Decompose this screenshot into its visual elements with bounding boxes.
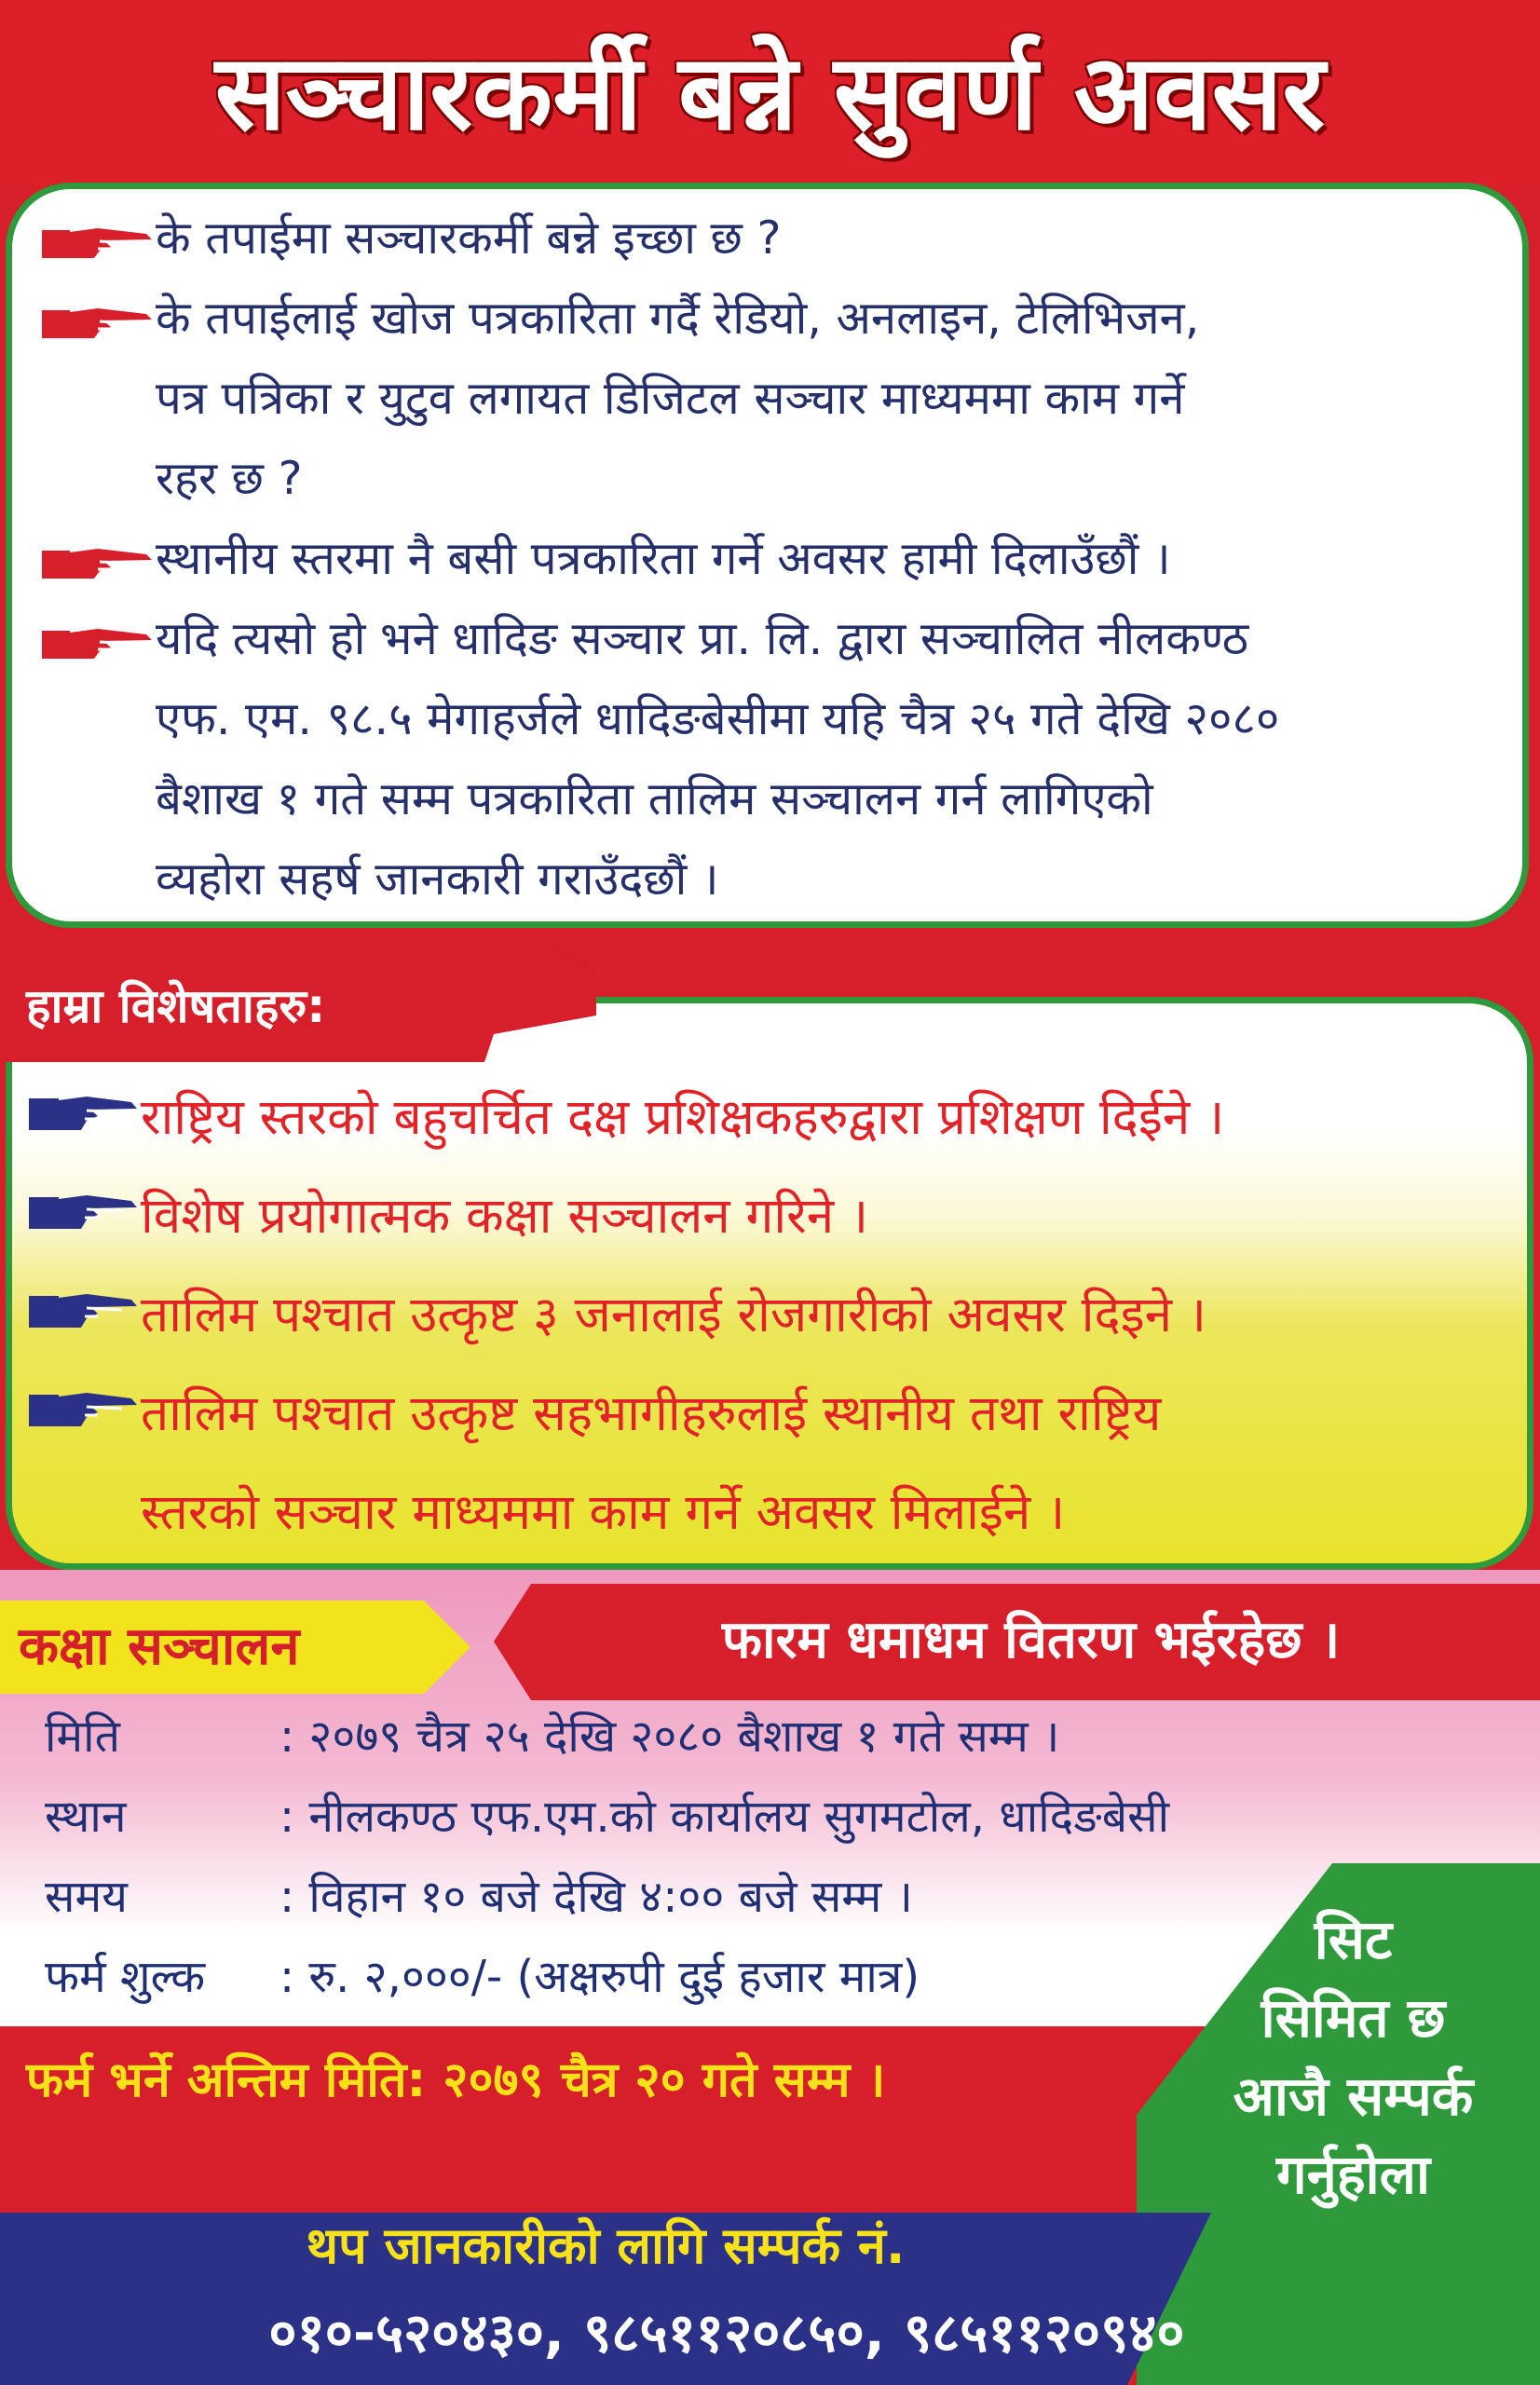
seats-line: सिमित छ xyxy=(1261,1986,1446,2050)
feature-line: स्तरको सञ्चार माध्यममा काम गर्ने अवसर मिलाईने । xyxy=(141,1484,1066,1541)
feature-item xyxy=(29,1365,1508,1562)
question-line: के तपाईमा सञ्चारकर्मी बन्ने इच्छा छ ? xyxy=(156,211,782,265)
question-line: व्यहोरा सहर्ष जानकारी गराउँदछौं । xyxy=(156,852,719,906)
contact-numbers: ०१०-५२०४३०, ९८५११२०८५०, ९८५११२०९४० xyxy=(268,2301,1185,2365)
detail-label: फर्म शुल्क xyxy=(45,1951,206,2003)
form-distribution-text: फारम धमाधम वितरण भईरहेछ । xyxy=(721,1610,1341,1670)
question-line: यदि त्यसो हो भने धादिङ सञ्चार प्रा. लि. द्वारा सञ्चालित नीलकण्ठ xyxy=(156,612,1249,665)
feature-line: विशेष प्रयोगात्मक कक्षा सञ्चालन गरिने । xyxy=(141,1188,869,1245)
contact-heading: थप जानकारीको लागि सम्पर्क नं. xyxy=(306,2216,906,2275)
detail-label: समय xyxy=(45,1871,128,1923)
pointing-hand-icon xyxy=(42,623,156,666)
question-item xyxy=(42,198,1504,279)
question-line: पत्र पत्रिका र युटुव लगायत डिजिटल सञ्चार माध्यममा काम गर्ने xyxy=(156,372,1185,425)
question-item xyxy=(42,599,1504,920)
question-item xyxy=(42,279,1504,519)
question-box xyxy=(6,183,1529,928)
seats-text xyxy=(1169,1901,1537,2214)
feature-line: राष्ट्रिय स्तरको बहुचर्चित दक्ष प्रशिक्षकहरुद्वारा प्रशिक्षण दिईने । xyxy=(141,1089,1225,1146)
question-line: स्थानीय स्तरमा नै बसी पत्रकारिता गर्ने अवसर हामी दिलाउँछौं । xyxy=(156,532,1171,585)
pointing-hand-icon xyxy=(29,1389,141,1441)
question-line: एफ. एम. ९८.५ मेगाहर्जले धादिङबेसीमा यहि चैत्र २५ गते देखि २०८० xyxy=(156,692,1280,745)
class-heading: कक्षा सञ्चालन xyxy=(19,1616,300,1677)
pointing-hand-icon xyxy=(29,1290,141,1342)
features-heading: हाम्रा विशेषताहरु: xyxy=(26,979,326,1033)
question-item xyxy=(42,519,1504,599)
detail-label: स्थान xyxy=(45,1791,127,1843)
question-line: रहर छ ? xyxy=(156,452,303,505)
pointing-hand-icon xyxy=(29,1192,141,1244)
pointing-hand-icon xyxy=(42,223,156,266)
pointing-hand-icon xyxy=(29,1093,141,1145)
detail-value: : रु. २,०००/- (अक्षरुपी दुई हजार मात्र) xyxy=(279,1951,920,2003)
feature-line: तालिम पश्चात उत्कृष्ट सहभागीहरुलाई स्थानीय तथा राष्ट्रिय xyxy=(141,1385,1162,1442)
seats-line: गर्नुहोला xyxy=(1275,2143,1430,2206)
feature-item xyxy=(29,1069,1508,1167)
deadline-text: फर्म भर्ने अन्तिम मिति: २०७९ चैत्र २० गते सम्म । xyxy=(26,2052,886,2108)
question-line: बैशाख १ गते सम्म पत्रकारिता तालिम सञ्चालन गर्न लागिएको xyxy=(156,772,1153,825)
features-box xyxy=(6,997,1533,1570)
feature-item xyxy=(29,1266,1508,1365)
detail-label: मिति xyxy=(45,1710,120,1763)
feature-item xyxy=(29,1167,1508,1266)
question-line: के तपाईलाई खोज पत्रकारिता गर्दै रेडियो, अनलाइन, टेलिभिजन, xyxy=(156,292,1200,345)
pointing-hand-icon xyxy=(42,303,156,346)
detail-value: : नीलकण्ठ एफ.एम.को कार्यालय सुगमटोल, धादिङबेसी xyxy=(279,1791,1170,1843)
detail-value: : २०७९ चैत्र २५ देखि २०८० बैशाख १ गते सम्म । xyxy=(279,1710,1060,1763)
detail-value: : विहान १० बजे देखि ४:०० बजे सम्म । xyxy=(279,1871,913,1923)
seats-line: सिट xyxy=(1314,1908,1393,1971)
pointing-hand-icon xyxy=(42,543,156,586)
feature-line: तालिम पश्चात उत्कृष्ट ३ जनालाई रोजगारीको अवसर दिइने । xyxy=(141,1287,1207,1343)
seats-line: आजै सम्पर्क xyxy=(1233,2065,1474,2128)
page-title: सञ्चारकर्मी बन्ने सुवर्ण अवसर xyxy=(214,33,1326,154)
